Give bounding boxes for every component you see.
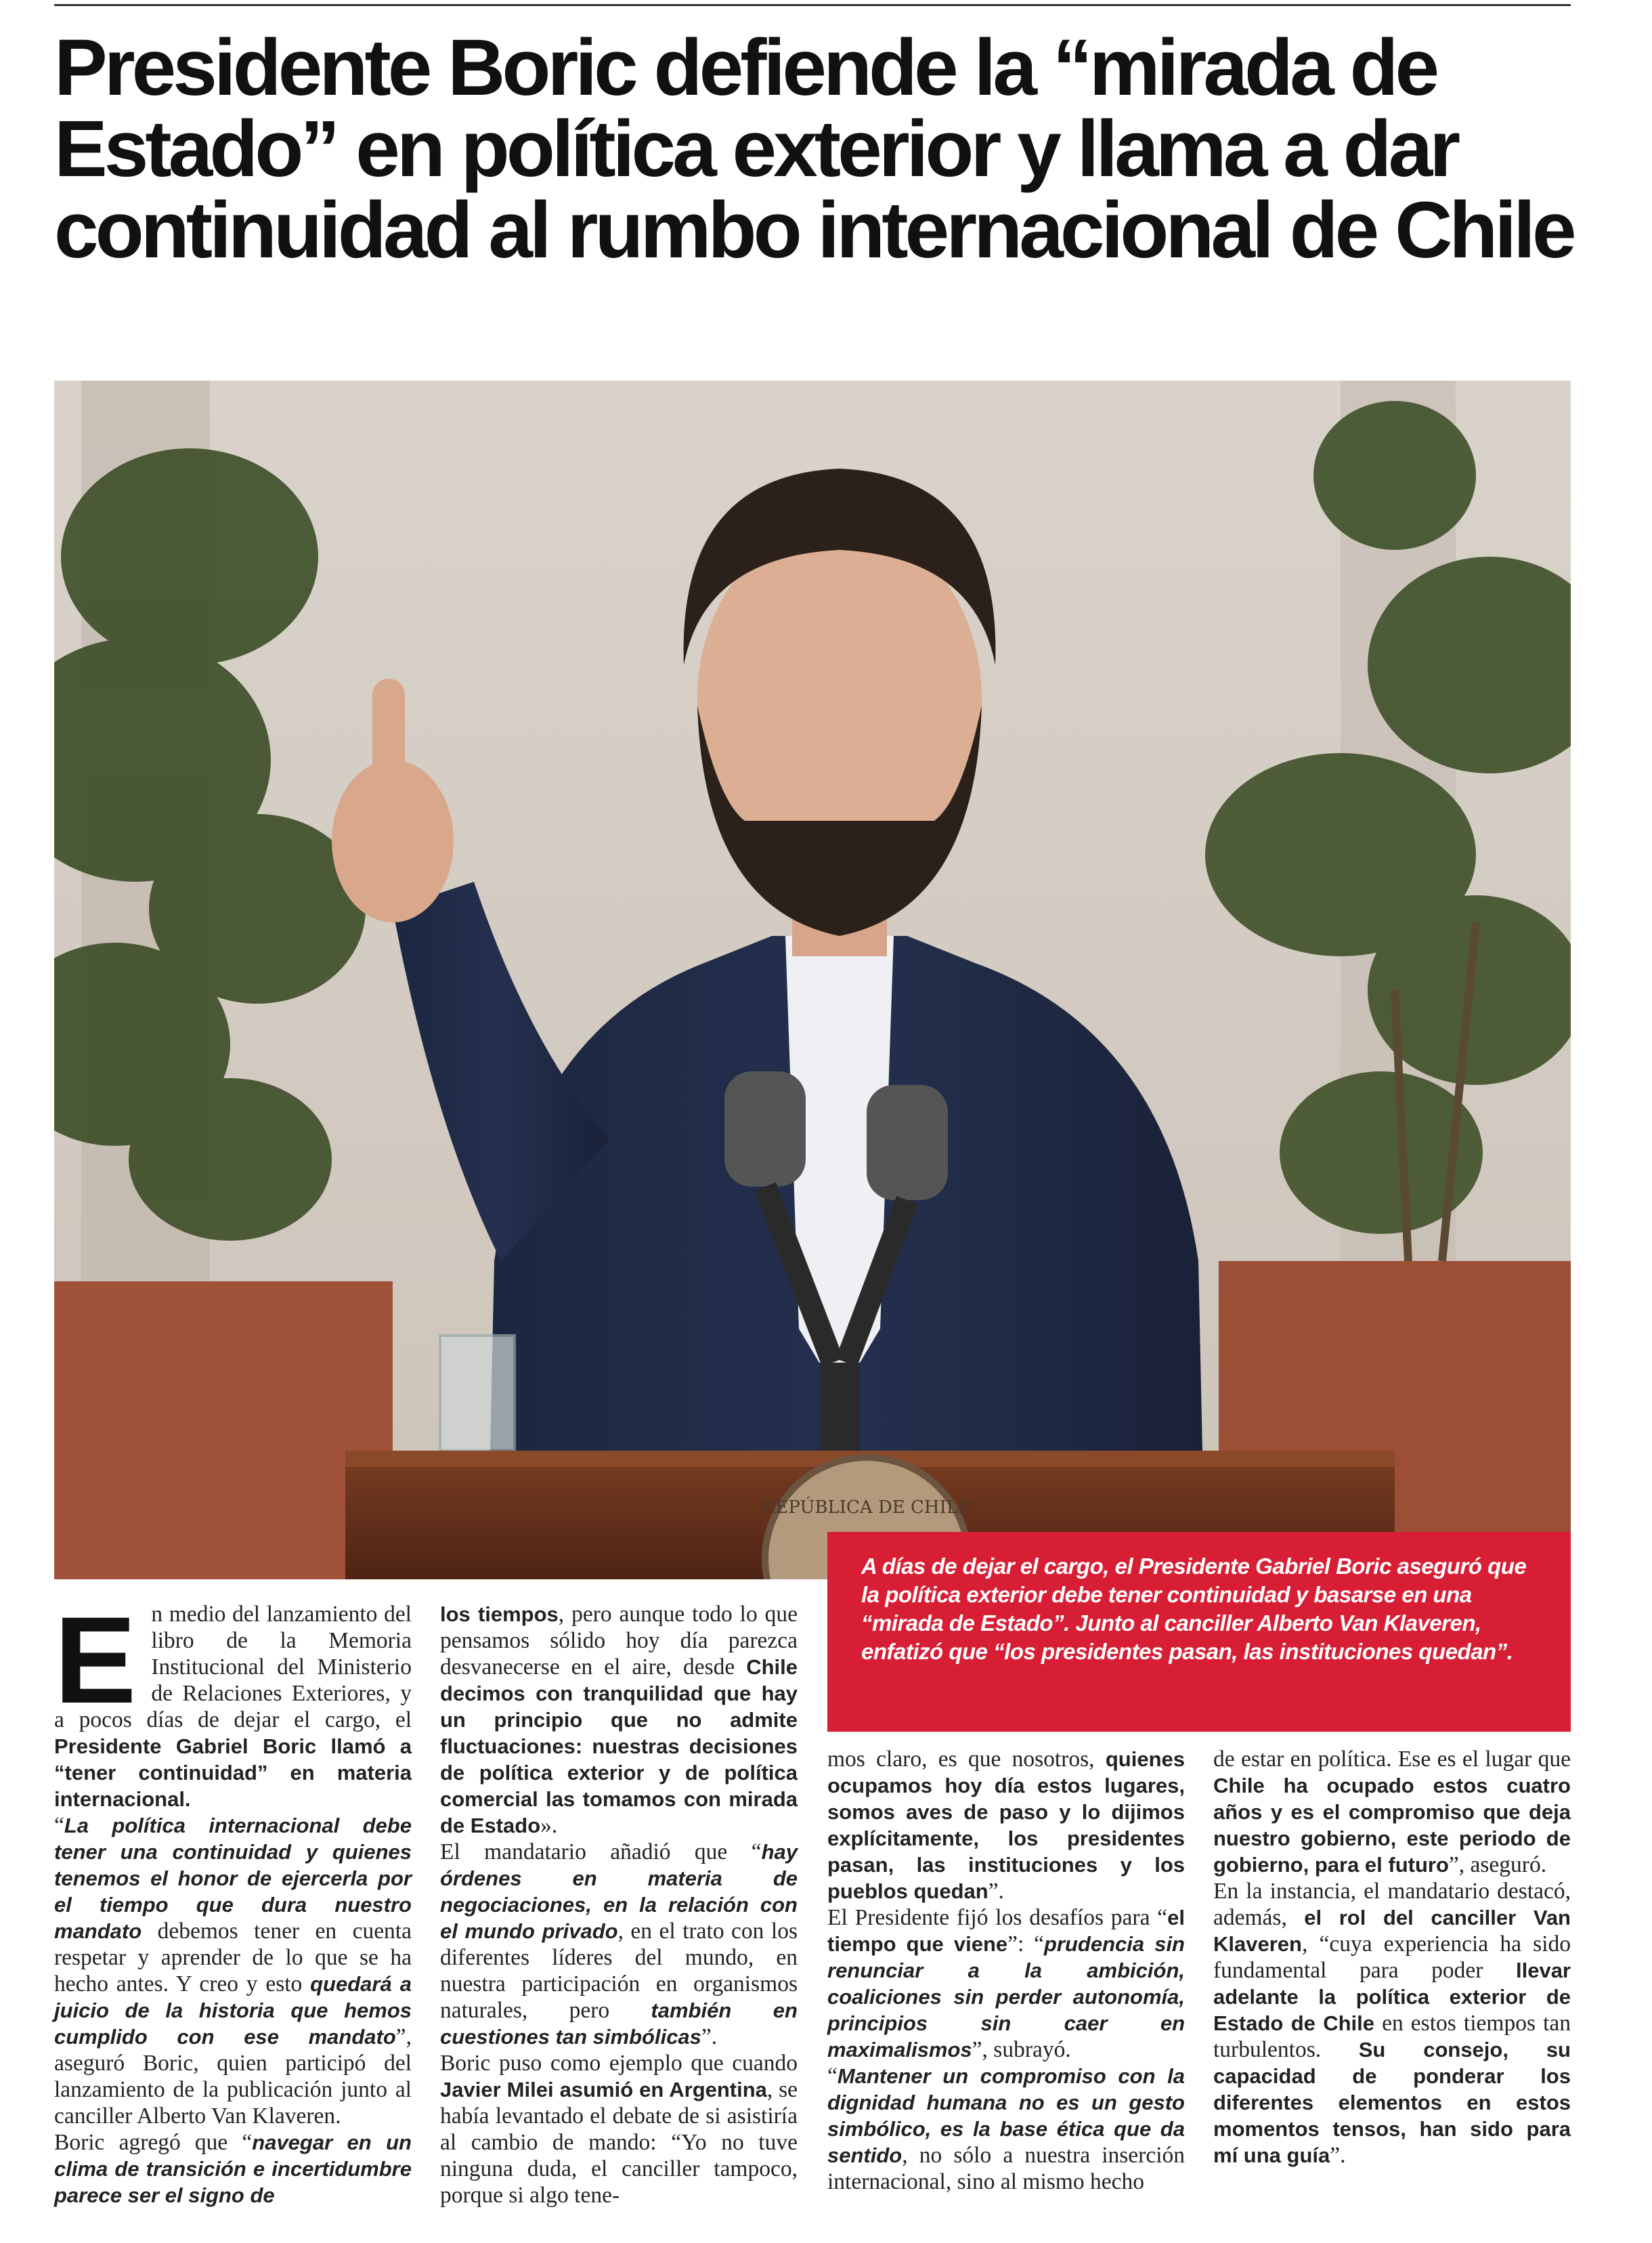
paragraph: En la instancia, el mandatario destacó, además, el rol del canciller Van Klaveren, “cuya experiencia ha sido fundamental para poder llevar adelante la política exterior de Estado de Chile en estos tiempos tan turbulentos. Su consejo, su capacidad de ponderar los diferentes elementos en estos momentos tensos, han sido para mí una guía”. xyxy=(1213,1879,1571,2168)
article-column-4 xyxy=(1213,1746,1571,2169)
paragraph: Boric puso como ejemplo que cuando Javier Milei asumió en Argentina, se había levantado el debate de si asistiría al cambio de mando: “Yo no tuve ninguna duda, el canciller tampoco, porque si algo tene- xyxy=(440,2051,798,2208)
planter-left xyxy=(54,1281,393,1579)
article-column-2 xyxy=(440,1601,798,2208)
paragraph: mos claro, es que nosotros, quienes ocupamos hoy día estos lugares, somos aves de paso y lo dijimos explícitamente, los presidentes pasan, las instituciones y los pueblos quedan”. xyxy=(827,1747,1185,1904)
paragraph: “La política internacional debe tener una continuidad y quienes tenemos el honor de ejercerla por el tiempo que dura nuestro mandato debemos tener en cuenta respetar y aprender de lo que se ha hecho antes. Y creo y esto quedará a juicio de la historia que hemos cumplido con ese mandato”, aseguró Boric, quien participó del lanzamiento de la publicación junto al canciller Alberto Van Klaveren. xyxy=(54,1813,412,2129)
water-glass xyxy=(440,1336,515,1451)
headline: Presidente Boric defiende la “mirada de Estado” en política exterior y llama a dar continuidad al rumbo internacional de Chile xyxy=(54,23,1573,275)
paragraph: El mandatario añadió que “hay órdenes en materia de negociaciones, en la relación con el mundo privado, en el trato con los diferentes líderes del mundo, en nuestra participación en organismos naturales, pero también en cuestiones tan simbólicas”. xyxy=(440,1839,798,2049)
article-column-3 xyxy=(827,1746,1185,2195)
paragraph: de estar en política. Ese es el lugar que Chile ha ocupado estos cuatro años y es el compromiso que deja nuestro gobierno, este periodo de gobierno, para el futuro”, aseguró. xyxy=(1213,1747,1571,1877)
photo-illustration xyxy=(54,381,1571,1579)
podium-seal-text: REPÚBLICA DE CHILE xyxy=(762,1497,972,1518)
paragraph: En medio del lanzamiento del libro de la Memoria Institucional del Ministerio de Relaciones Exteriores, y a pocos días de dejar el cargo, el Presidente Gabriel Boric llamó a “tener continuidad” en materia internacional. xyxy=(54,1591,412,1811)
article-column-1 xyxy=(54,1591,412,2208)
paragraph: El Presidente fijó los desafíos para “el tiempo que viene”: “prudencia sin renunciar a la ambición, coaliciones sin perder autonomía, principios sin caer en maximalismos”, subrayó. xyxy=(827,1905,1185,2062)
photo-caption-box xyxy=(827,1532,1571,1732)
paragraph: los tiempos, pero aunque todo lo que pensamos sólido hoy día parezca desvanecerse en el aire, desde Chile decimos con tranquilidad que hay un principio que no admite fluctuaciones: nuestras decisiones de política exterior y de política comercial las tomamos con mirada de Estado». xyxy=(440,1602,798,1838)
photo-caption: A días de dejar el cargo, el Presidente Gabriel Boric aseguró que la política exterior debe tener continuidad y basarse en una “mirada de Estado”. Junto al canciller Alberto Van Klaveren, enfatizó que “los presidentes pasan, las instituciones quedan”. xyxy=(861,1554,1527,1664)
drop-cap: E xyxy=(54,1591,137,1729)
top-rule xyxy=(54,4,1571,6)
paragraph: Boric agregó que “navegar en un clima de transición e incertidumbre parece ser el signo de xyxy=(54,2130,412,2207)
speaker-finger xyxy=(372,679,405,821)
paragraph: “Mantener un compromiso con la dignidad humana no es un gesto simbólico, es la base ética que da sentido, no sólo a nuestra inserción internacional, sino al mismo hecho xyxy=(827,2064,1185,2194)
press-photo xyxy=(54,381,1571,1579)
